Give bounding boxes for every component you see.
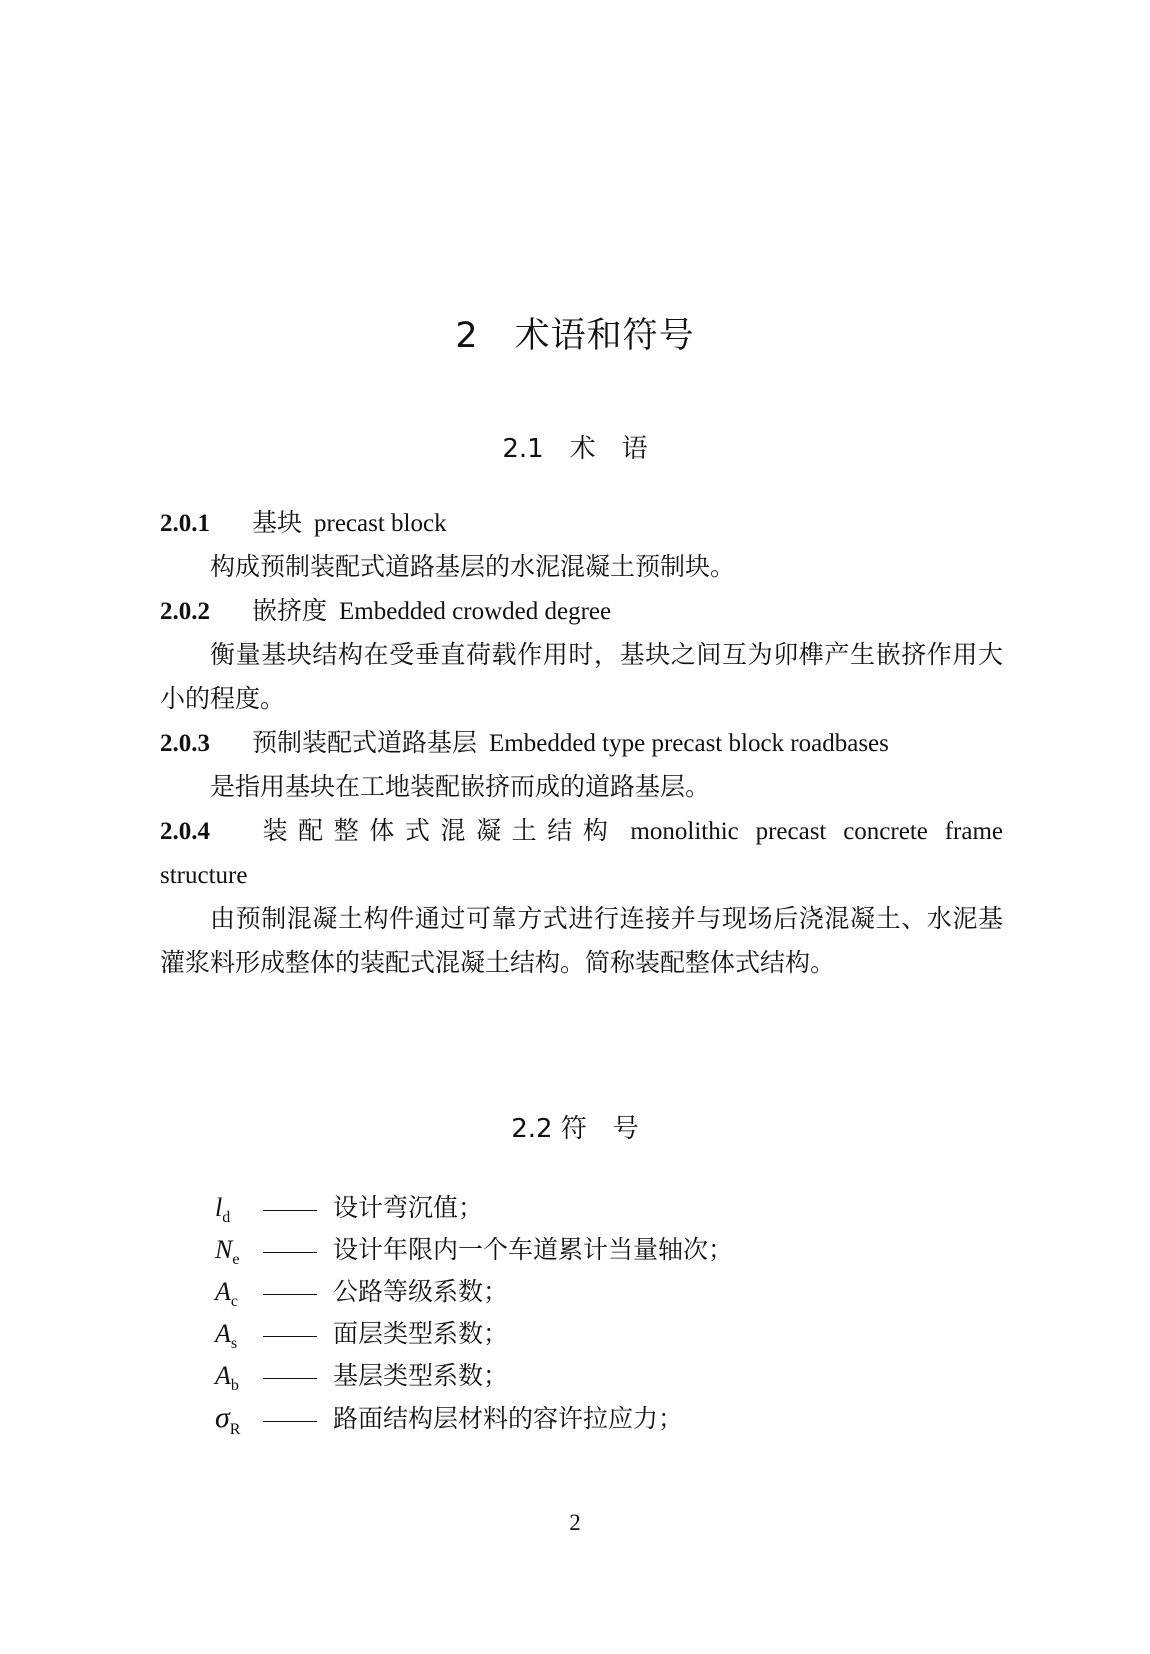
term-definition: 构成预制装配式道路基层的水泥混凝土预制块。 (210, 554, 736, 581)
term-english-name: Embedded type precast block roadbases (489, 730, 889, 757)
term-definition: 是指用基块在工地装配嵌挤而成的道路基层。 (210, 774, 711, 801)
symbol-row (215, 1397, 733, 1439)
term-number: 2.0.3 (160, 730, 210, 757)
term-number: 2.0.1 (160, 510, 210, 537)
symbol: $A_c$ (215, 1277, 238, 1311)
symbol-description: 公路等级系数； (333, 1279, 509, 1306)
term-definition: 衡量基块结构在受垂直荷载作用时，基块之间互为卯榫产生嵌挤作用大小的程度。 (160, 642, 1003, 713)
symbol-row (215, 1355, 733, 1397)
symbol-row (215, 1313, 733, 1355)
symbol-description: 面层类型系数； (333, 1321, 509, 1348)
symbol-description: 设计弯沉值； (333, 1195, 484, 1222)
symbol: $A_b$ (215, 1361, 239, 1395)
term-english-name-continued: structure (160, 862, 248, 889)
term-heading (160, 502, 1003, 546)
symbol: $A_s$ (215, 1319, 238, 1353)
symbol: $l_d$ (215, 1193, 231, 1227)
symbol-description: 基层类型系数； (333, 1363, 509, 1390)
em-dash (263, 1421, 317, 1422)
symbol-row (215, 1187, 733, 1229)
em-dash (263, 1294, 317, 1295)
term-number: 2.0.4 (160, 818, 210, 845)
term-heading (160, 722, 1003, 766)
symbol: $\sigma_R$ (215, 1401, 241, 1438)
symbols-list (215, 1187, 733, 1439)
terms-section-title: 2.1 术 语 (502, 434, 648, 464)
chapter-title: 2 术语和符号 (455, 316, 695, 356)
symbol-row (215, 1229, 733, 1271)
symbol-row (215, 1271, 733, 1313)
page-number: 2 (569, 1510, 581, 1535)
term-definition: 由预制混凝土构件通过可靠方式进行连接并与现场后浇混凝土、水泥基灌浆料形成整体的装配式混凝土结构。简称装配整体式结构。 (160, 906, 1003, 977)
term-chinese-name: 嵌挤度 (252, 598, 328, 625)
term-chinese-name: 预制装配式道路基层 (252, 730, 478, 757)
term-english-name: Embedded crowded degree (339, 598, 612, 625)
term-heading (160, 590, 1003, 634)
term-english-name: precast block (314, 510, 447, 537)
terms-list (160, 502, 1003, 986)
term-number: 2.0.2 (160, 598, 210, 625)
em-dash (263, 1210, 317, 1211)
em-dash (263, 1378, 317, 1379)
term-english-name: monolithic precast concrete frame (630, 818, 1003, 845)
term-chinese-name: 基块 (252, 510, 303, 537)
term-chinese-name: 装配整体式混凝土结构 (252, 818, 619, 845)
symbols-section-title: 2.2 符 号 (511, 1114, 639, 1144)
em-dash (263, 1336, 317, 1337)
symbol-description: 路面结构层材料的容许拉应力； (333, 1406, 684, 1433)
symbol-description: 设计年限内一个车道累计当量轴次； (333, 1237, 734, 1264)
em-dash (263, 1252, 317, 1253)
symbol: $N_e$ (215, 1235, 240, 1269)
term-heading (160, 810, 1003, 854)
